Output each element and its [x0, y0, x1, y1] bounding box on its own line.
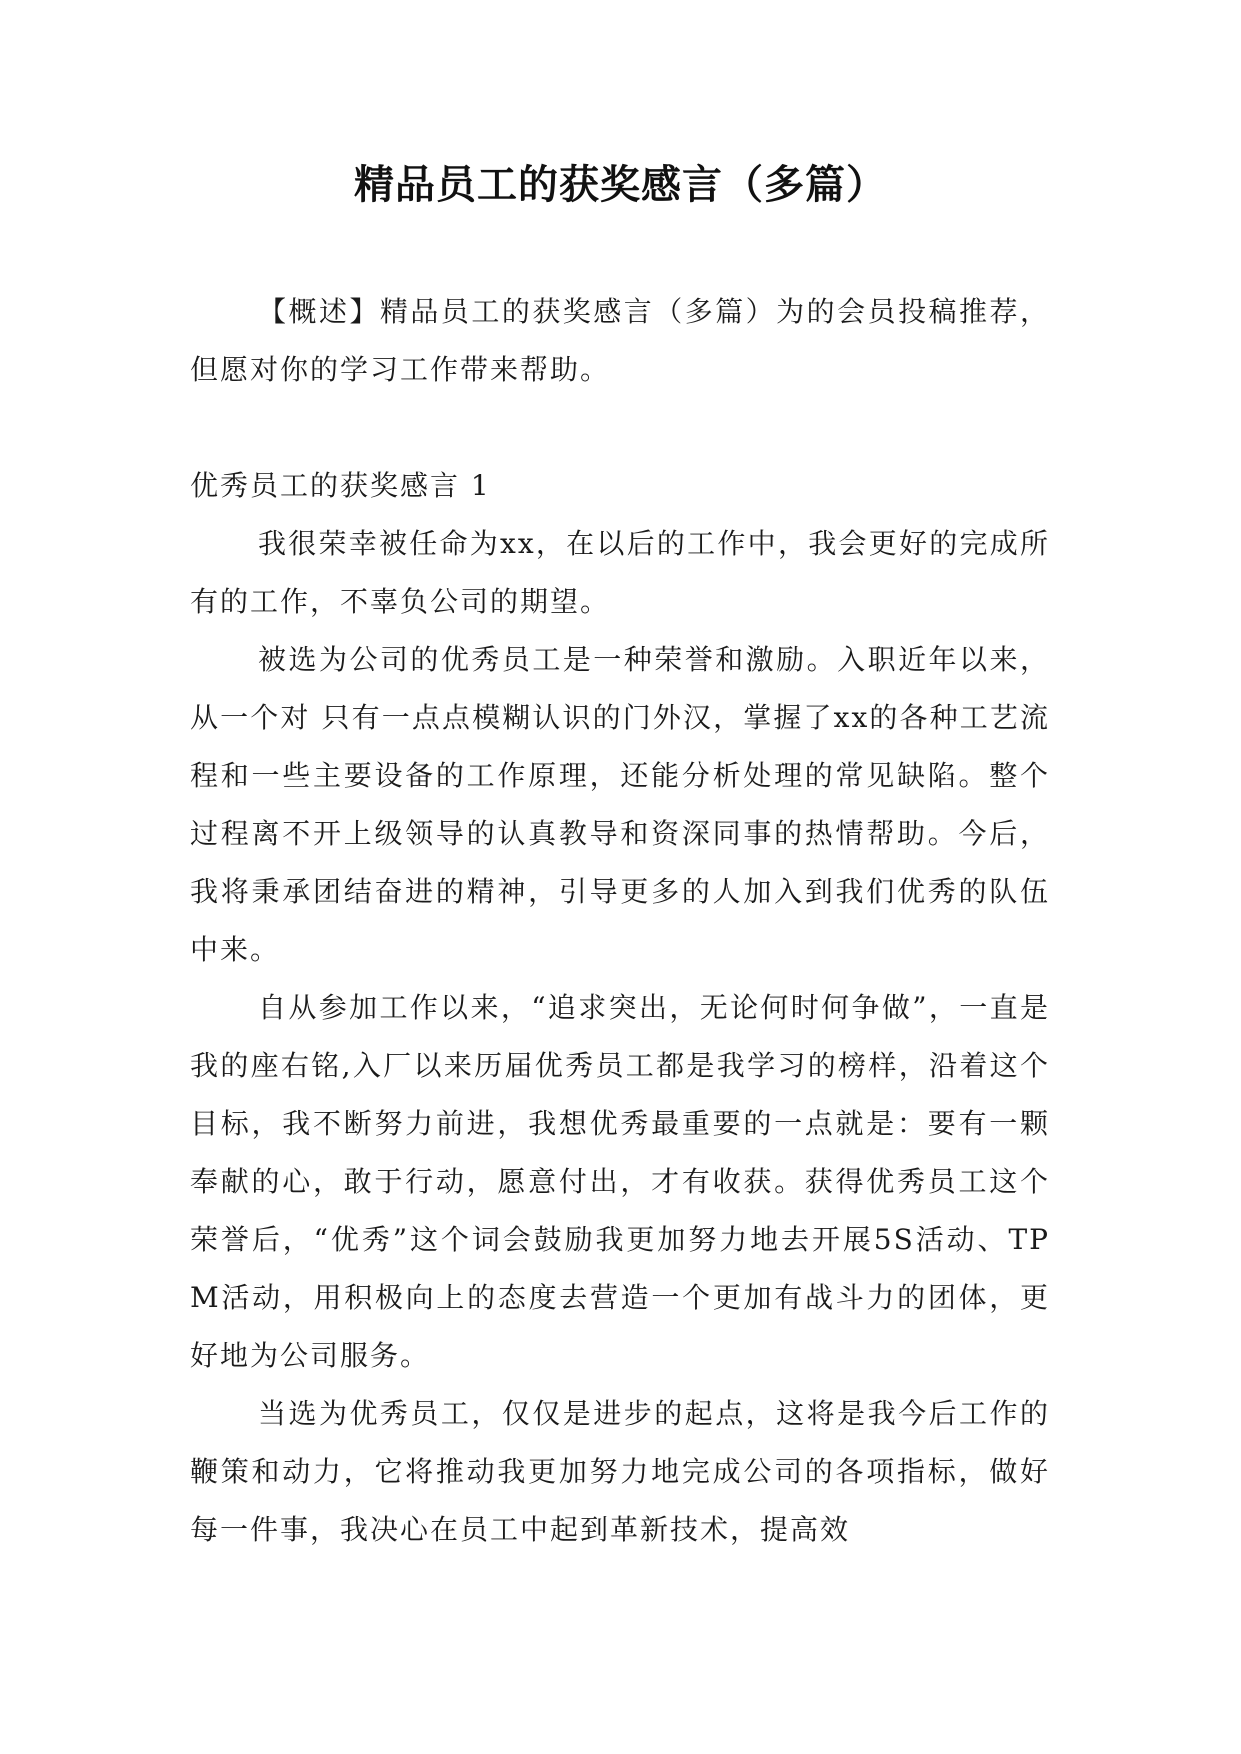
body-paragraph: 自从参加工作以来，“追求突出，无论何时何争做”，一直是我的座右铭,入厂以来历届优秀员工都是我学习的榜样，沿着这个目标，我不断努力前进，我想优秀最重要的一点就是：要有一颗奉献的心，敢于行动，愿意付出，才有收获。获得优秀员工这个荣誉后，“优秀”这个词会鼓励我更加努力地去开展5S活动、TPM活动，用积极向上的态度去营造一个更加有战斗力的团体，更好地为公司服务。 — [190, 991, 1050, 1372]
section-heading: 优秀员工的获奖感言 1 — [190, 469, 491, 502]
document-body — [190, 283, 1050, 1559]
summary-paragraph: 【概述】精品员工的获奖感言（多篇）为的会员投稿推荐，但愿对你的学习工作带来帮助。 — [190, 295, 1050, 386]
spacer — [190, 399, 1050, 457]
body-paragraph: 我很荣幸被任命为xx，在以后的工作中，我会更好的完成所有的工作，不辜负公司的期望。 — [190, 527, 1050, 618]
document-title: 精品员工的获奖感言（多篇） — [354, 162, 887, 208]
body-paragraph: 被选为公司的优秀员工是一种荣誉和激励。入职近年以来，从一个对 只有一点点模糊认识的门外汉，掌握了xx的各种工艺流程和一些主要设备的工作原理，还能分析处理的常见缺陷。整个过程离不开上级领导的认真教导和资深同事的热情帮助。今后，我将秉承团结奋进的精神，引导更多的人加入到我们优秀的队伍中来。 — [190, 643, 1050, 966]
body-paragraph: 当选为优秀员工，仅仅是进步的起点，这将是我今后工作的鞭策和动力，它将推动我更加努力地完成公司的各项指标，做好每一件事，我决心在员工中起到革新技术，提高效 — [190, 1397, 1050, 1546]
